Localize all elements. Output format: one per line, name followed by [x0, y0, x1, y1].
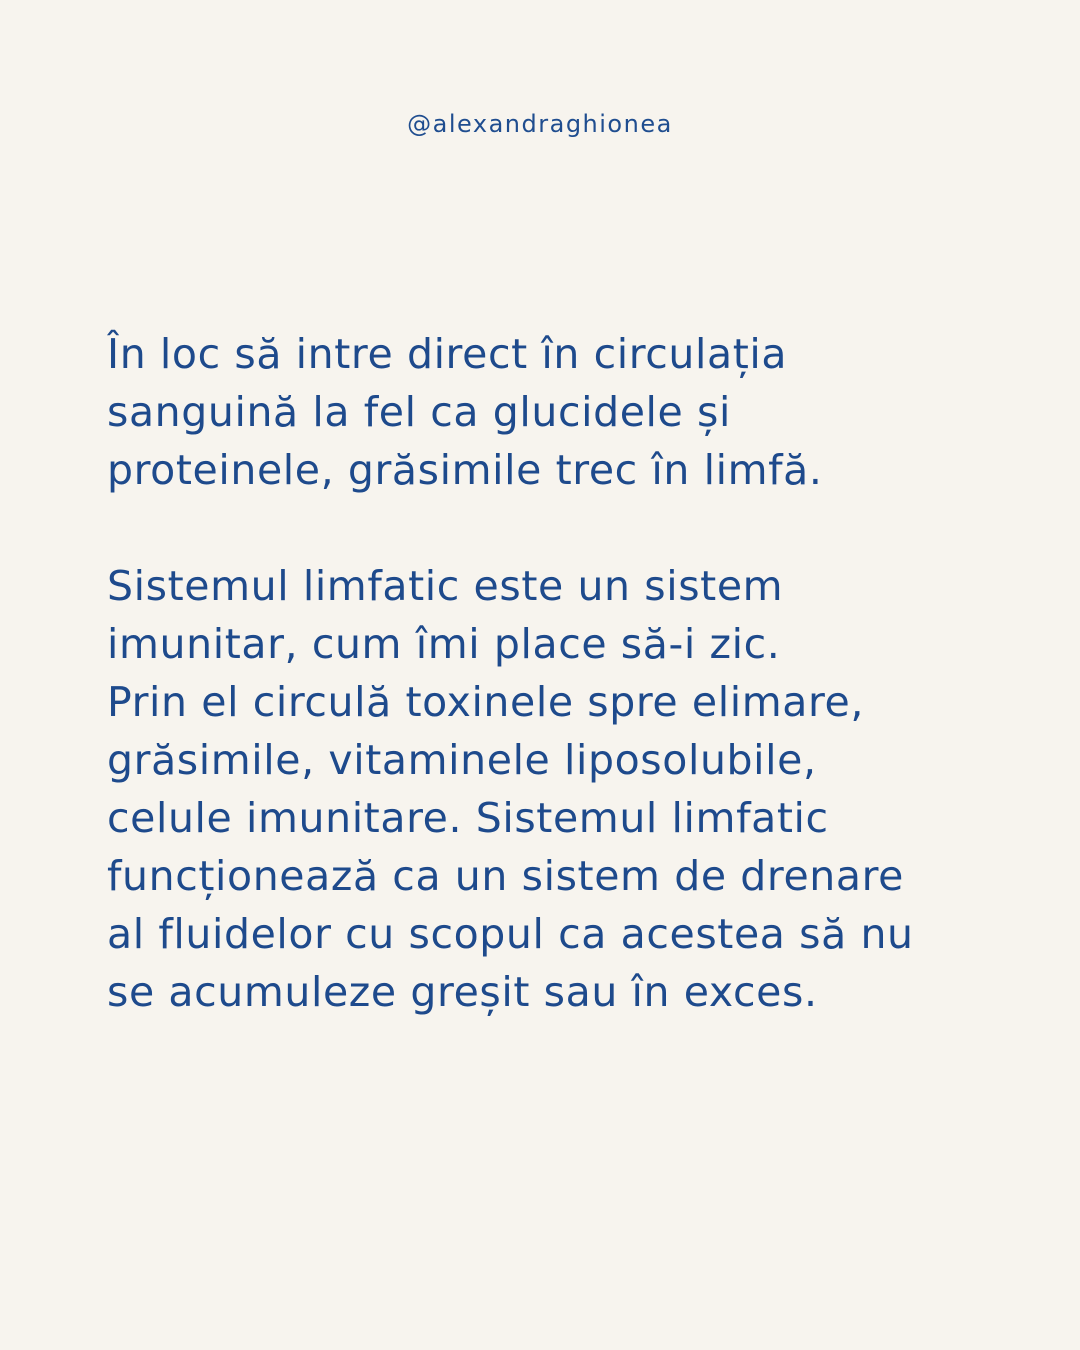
- text-line: grăsimile, vitaminele liposolubile,: [107, 736, 817, 784]
- text-line: celule imunitare. Sistemul limfatic: [107, 794, 829, 842]
- paragraph-1: [107, 325, 1007, 499]
- text-line: În loc să intre direct în circulația: [107, 330, 788, 378]
- body-text: [107, 325, 1007, 1021]
- paragraph-gap: [107, 499, 1007, 557]
- text-line: funcționează ca un sistem de drenare: [107, 852, 904, 900]
- text-line: sanguină la fel ca glucidele și: [107, 388, 731, 436]
- text-line: imunitar, cum îmi place să-i zic.: [107, 620, 781, 668]
- author-handle: @alexandraghionea: [407, 110, 673, 138]
- paragraph-2: [107, 557, 1007, 1021]
- text-line: proteinele, grăsimile trec în limfă.: [107, 446, 823, 494]
- text-line: al fluidelor cu scopul ca acestea să nu: [107, 910, 914, 958]
- text-line: Sistemul limfatic este un sistem: [107, 562, 784, 610]
- text-line: se acumuleze greșit sau în exces.: [107, 968, 818, 1016]
- text-line: Prin el circulă toxinele spre elimare,: [107, 678, 864, 726]
